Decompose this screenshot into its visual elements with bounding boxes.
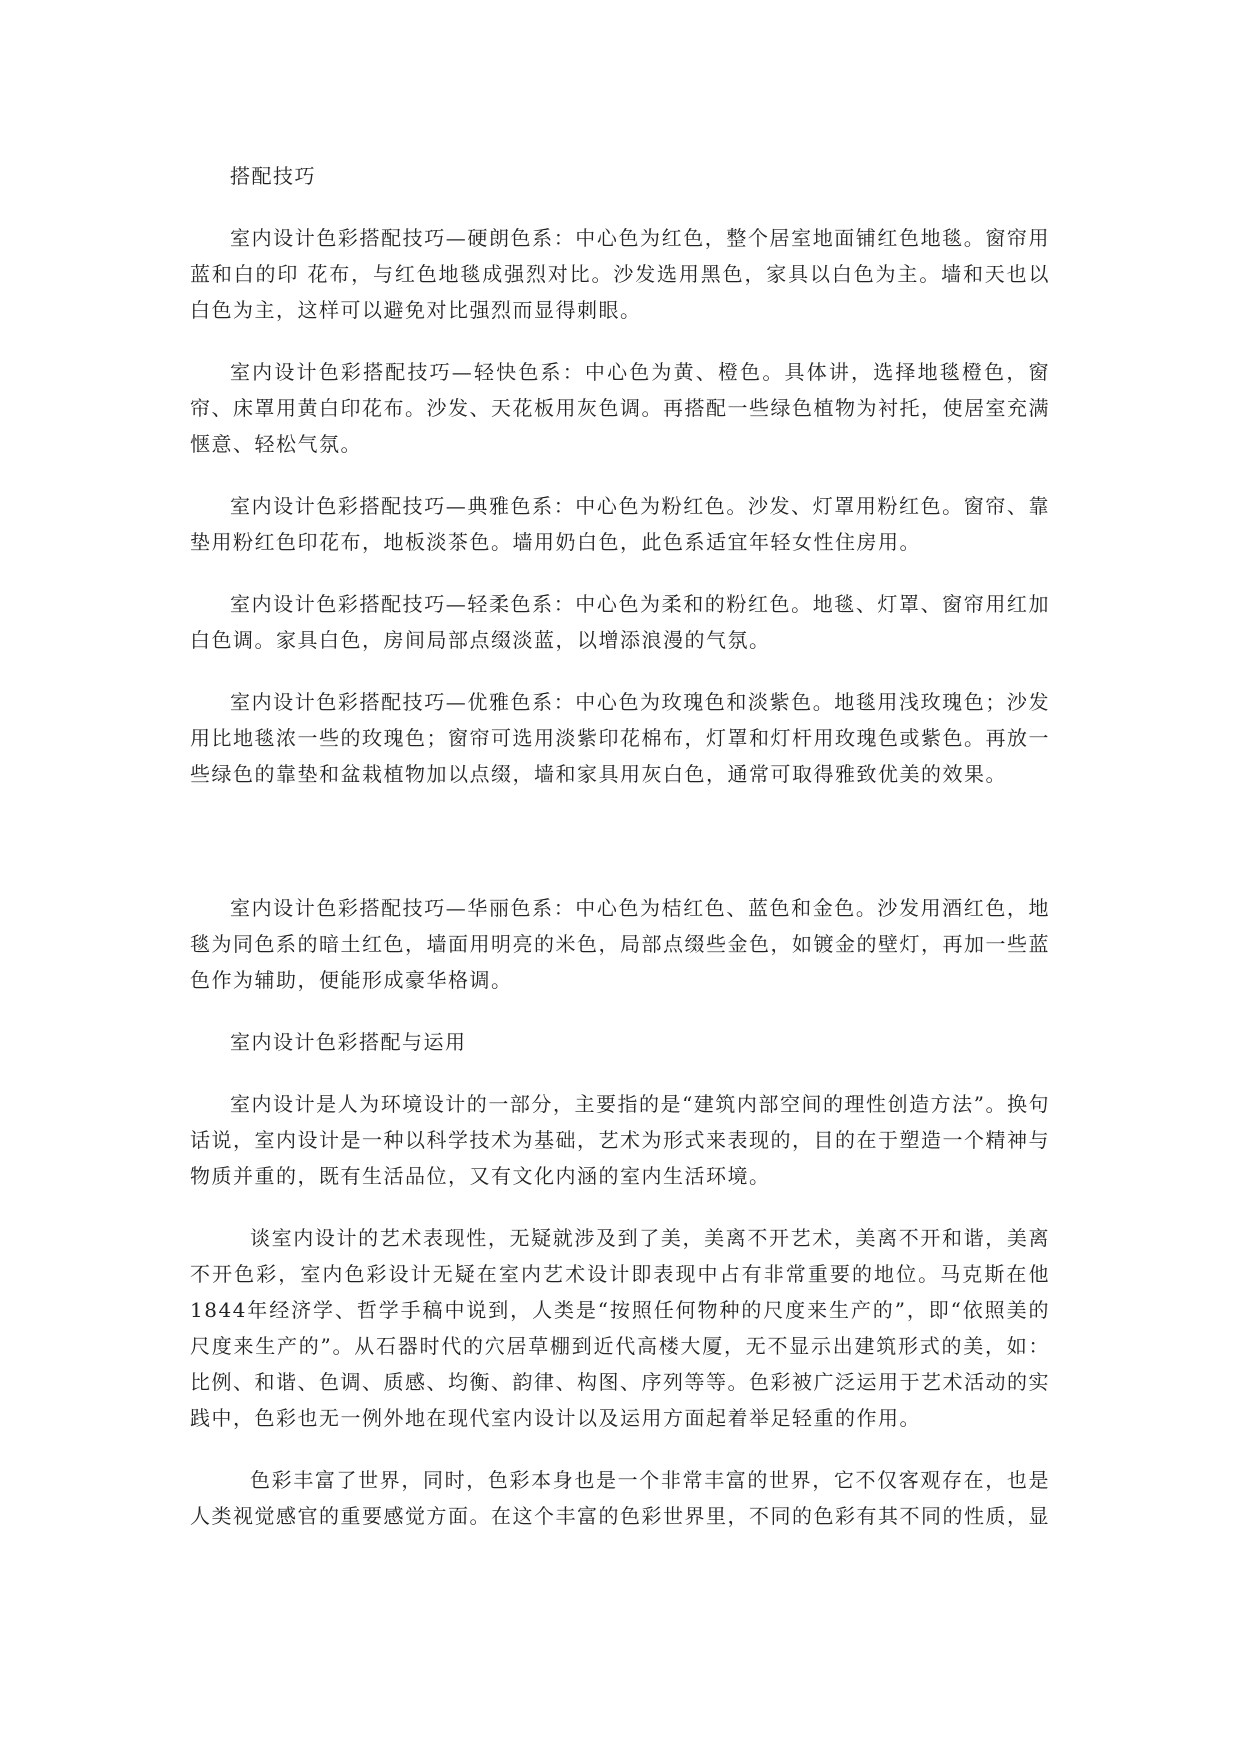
paragraph-soft-scheme: 室内设计色彩搭配技巧—轻柔色系：中心色为柔和的粉红色。地毯、灯罩、窗帘用红加白色调。家具白色，房间局部点缀淡蓝，以增添浪漫的气氛。	[190, 592, 1050, 652]
blank-gap	[190, 818, 1050, 890]
paragraph-classic-scheme: 室内设计色彩搭配技巧—典雅色系：中心色为粉红色。沙发、灯罩用粉红色。窗帘、靠垫用粉红色印花布，地板淡茶色。墙用奶白色，此色系适宜年轻女性住房用。	[190, 494, 1050, 554]
paragraph-art-expression: 谈室内设计的艺术表现性，无疑就涉及到了美，美离不开艺术，美离不开和谐，美离不开色彩，室内色彩设计无疑在室内艺术设计即表现中占有非常重要的地位。马克斯在他1844年经济学、哲学手稿中说到，人类是“按照任何物种的尺度来生产的”，即“依照美的尺度来生产的”。从石器时代的穴居草棚到近代高楼大厦，无不显示出建筑形式的美，如：比例、和谐、色调、质感、均衡、韵律、构图、序列等等。色彩被广泛运用于艺术活动的实践中，色彩也无一例外地在现代室内设计以及运用方面起着举足轻重的作用。	[190, 1226, 1050, 1430]
paragraph-color-world: 色彩丰富了世界，同时，色彩本身也是一个非常丰富的世界，它不仅客观存在，也是人类视觉感官的重要感觉方面。在这个丰富的色彩世界里，不同的色彩有其不同的性质，显	[190, 1468, 1050, 1528]
paragraph-elegant-scheme: 室内设计色彩搭配技巧—优雅色系：中心色为玫瑰色和淡紫色。地毯用浅玫瑰色；沙发用比地毯浓一些的玫瑰色；窗帘可选用淡紫印花棉布，灯罩和灯杆用玫瑰色或紫色。再放一些绿色的靠垫和盆栽植物加以点缀，墙和家具用灰白色，通常可取得雅致优美的效果。	[190, 690, 1050, 786]
paragraph-light-scheme: 室内设计色彩搭配技巧—轻快色系：中心色为黄、橙色。具体讲，选择地毯橙色，窗帘、床罩用黄白印花布。沙发、天花板用灰色调。再搭配一些绿色植物为衬托，使居室充满惬意、轻松气氛。	[190, 360, 1050, 456]
section-title: 室内设计色彩搭配与运用	[230, 1030, 467, 1054]
heading: 搭配技巧	[230, 164, 316, 188]
paragraph-gorgeous-scheme: 室内设计色彩搭配技巧—华丽色系：中心色为桔红色、蓝色和金色。沙发用酒红色，地毯为同色系的暗土红色，墙面用明亮的米色，局部点缀些金色，如镀金的壁灯，再加一些蓝色作为辅助，便能形成豪华格调。	[190, 896, 1050, 992]
paragraph-interior-design-definition: 室内设计是人为环境设计的一部分，主要指的是“建筑内部空间的理性创造方法”。换句话说，室内设计是一种以科学技术为基础，艺术为形式来表现的，目的在于塑造一个精神与物质并重的，既有生活品位，又有文化内涵的室内生活环境。	[190, 1092, 1050, 1188]
document-body	[190, 158, 1050, 1560]
paragraph-rugged-scheme: 室内设计色彩搭配技巧—硬朗色系：中心色为红色，整个居室地面铺红色地毯。窗帘用蓝和白的印 花布，与红色地毯成强烈对比。沙发选用黑色，家具以白色为主。墙和天也以白色为主，这样可以避免对比强烈而显得刺眼。	[190, 226, 1050, 322]
